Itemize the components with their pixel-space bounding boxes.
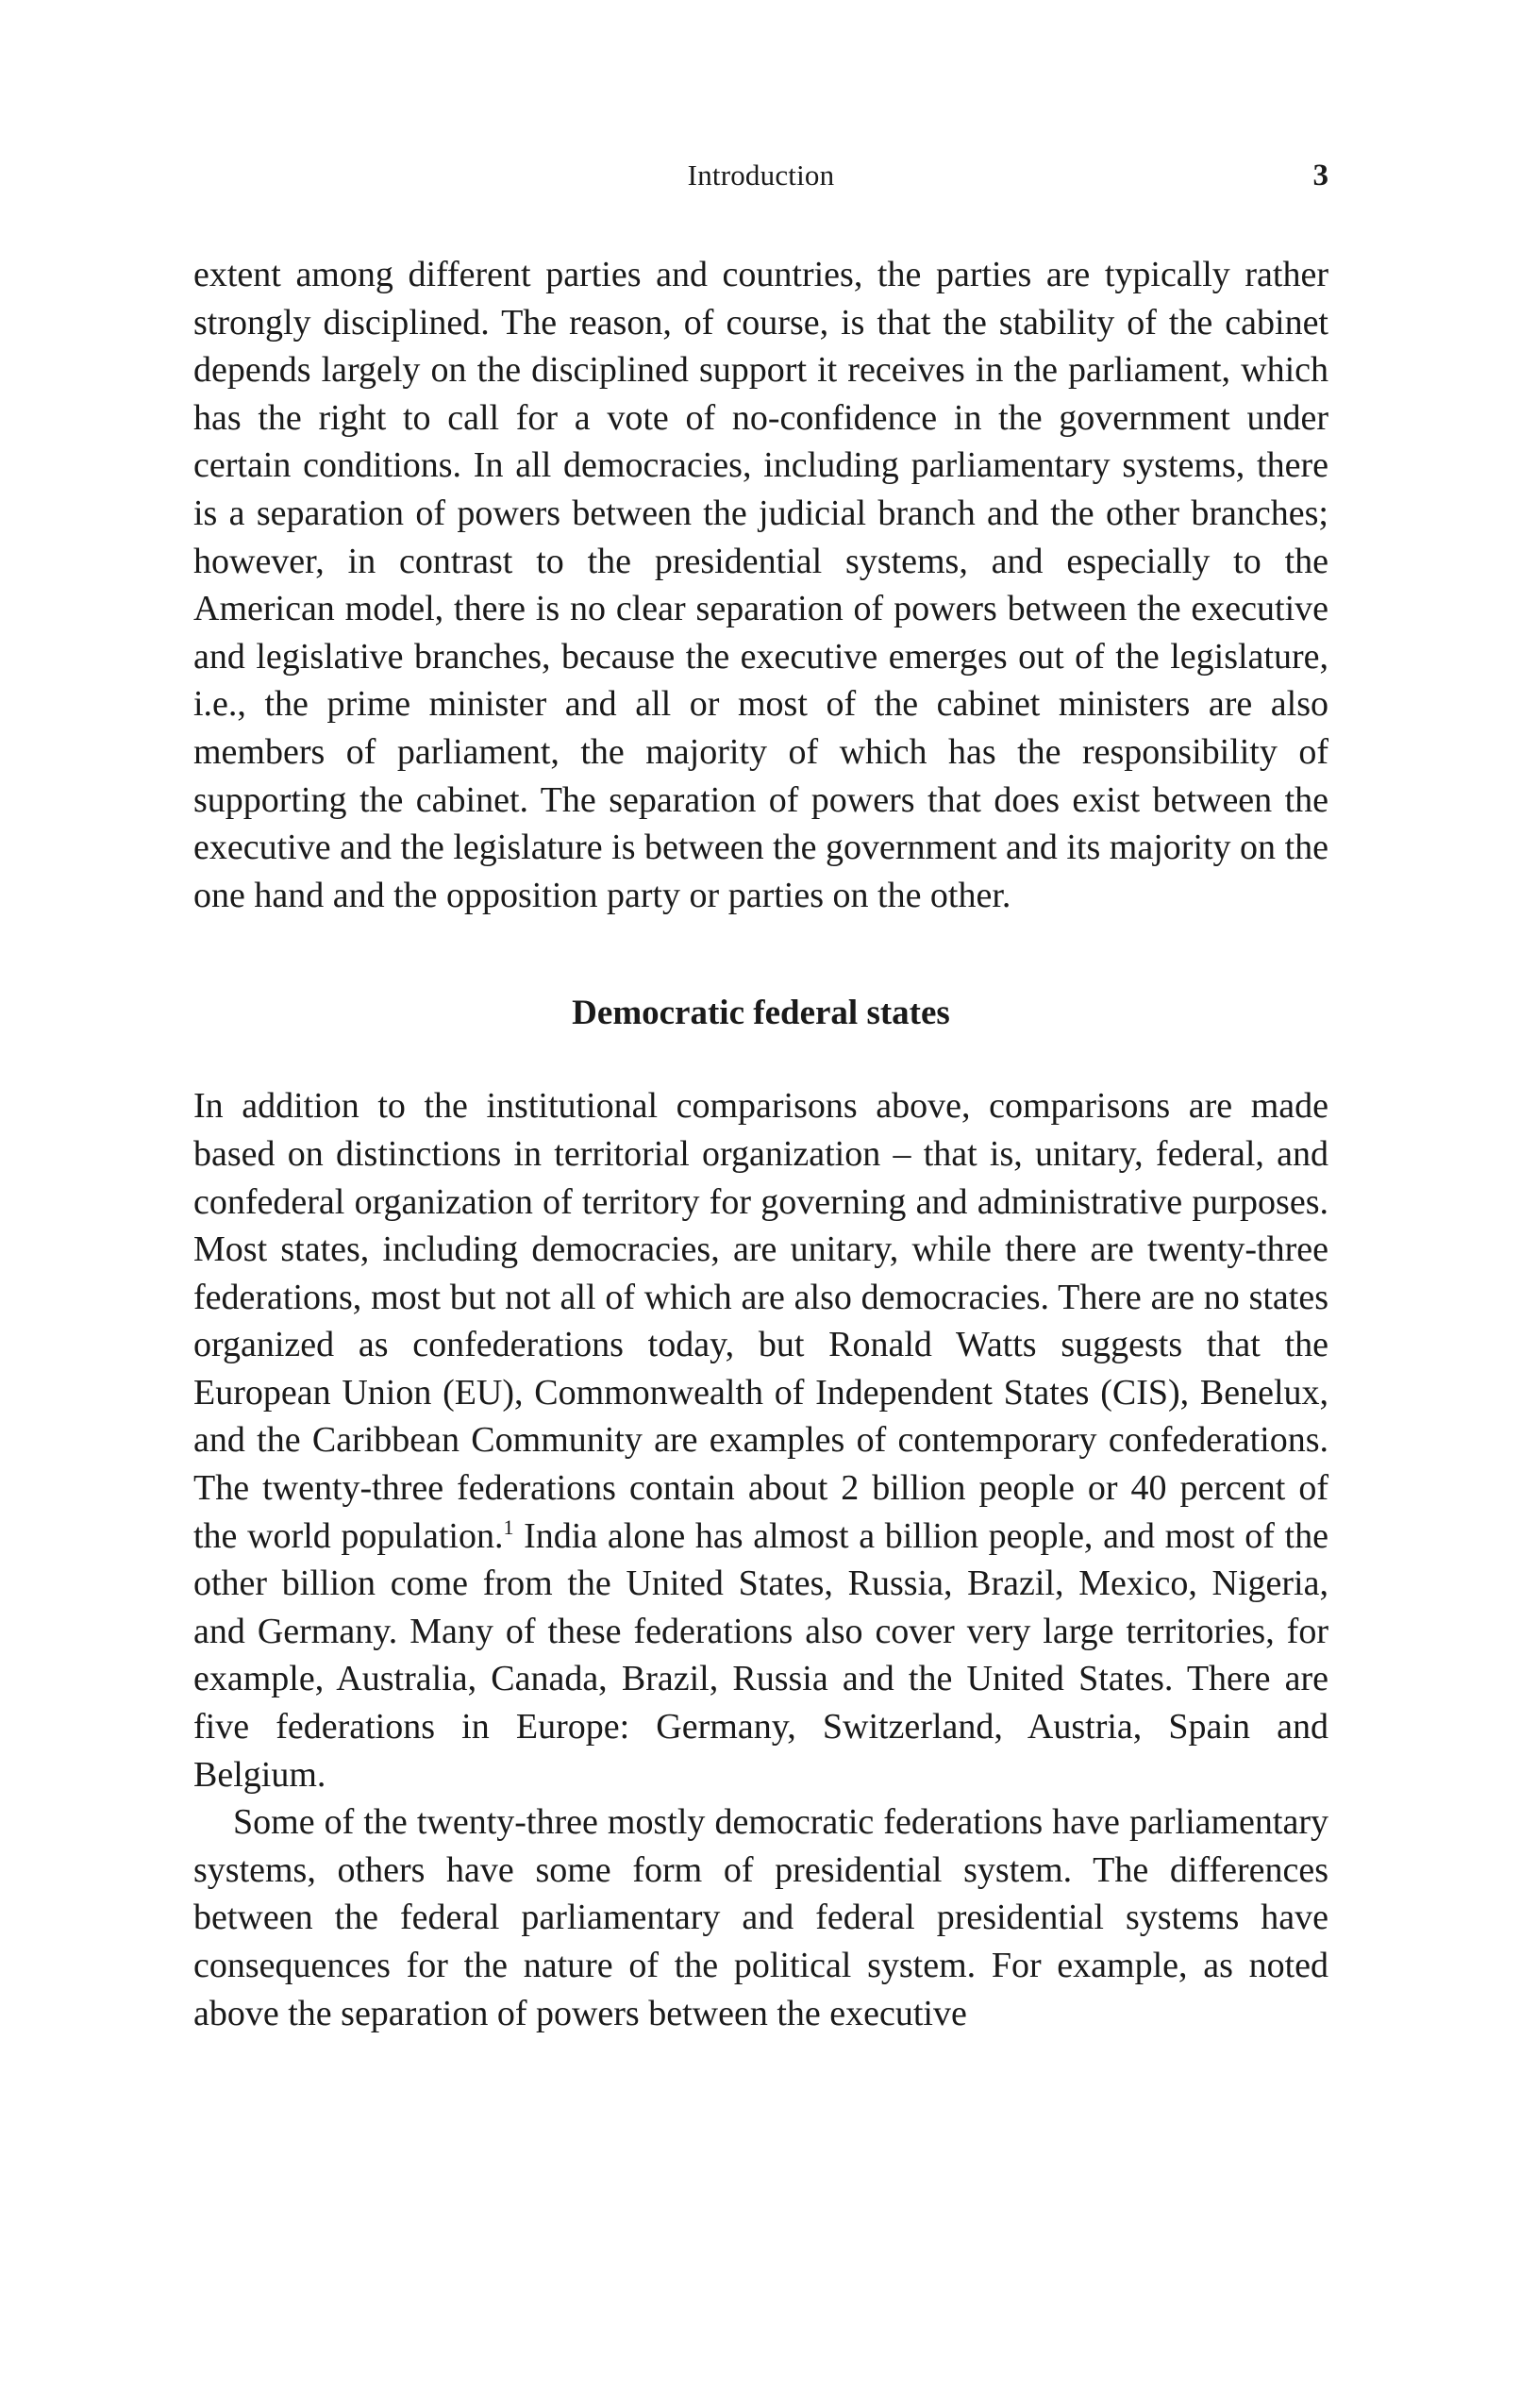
paragraph-federal-states xyxy=(193,1082,1328,1798)
paragraph-continued: extent among different parties and countries, the parties are typically rather strongly disciplined. The reason, of course, is that the stability of the cabinet depends largely on the disciplined support it receives in the parliament, which has the right to call for a vote of no-confidence in the government under certain conditions. In all democracies, including parliamentary systems, there is a separation of powers between the judicial branch and the other branches; however, in contrast to the presidential systems, and especially to the American model, there is no clear separation of powers between the executive and legislative branches, because the executive emerges out of the legislature, i.e., the prime minister and all or most of the cabinet ministers are also members of parliament, the majority of which has the responsibility of supporting the cabinet. The separation of powers that does exist between the executive and the legislature is between the government and its majority on the one hand and the opposition party or parties on the other. xyxy=(193,255,1328,915)
footnote-marker[interactable]: 1 xyxy=(503,1514,514,1539)
body-text xyxy=(193,251,1328,2037)
paragraph-text: India alone has almost a billion people, and most of the other billion come from the United States, Russia, Brazil, Mexico, Nigeria, and Germany. Many of these federations also cover very large territories, for example, Australia, Canada, Brazil, Russia and the United States. There are five federations in Europe: Germany, Switzerland, Austria, Spain and Belgium. xyxy=(193,1515,1328,1795)
paragraph-parliamentary-presidential: Some of the twenty-three mostly democratic federations have parliamentary systems, others have some form of presidential system. The differences between the federal parliamentary and federal presidential systems have consequences for the nature of the political system. For example, as noted above the separation of powers between the executive xyxy=(193,1802,1328,2033)
section-heading: Democratic federal states xyxy=(572,994,950,1033)
page-number: 3 xyxy=(1312,159,1328,192)
running-head-title: Introduction xyxy=(687,159,835,192)
running-head xyxy=(193,159,1328,202)
spacer xyxy=(193,919,1328,990)
paragraph-text: In addition to the institutional comparisons above, comparisons are made based on distinctions in territorial organization – that is, unitary, federal, and confederal organization of territory for governing and administrative purposes. Most states, including democracies, are unitary, while there are twenty-three federations, most but not all of which are also democracies. There are no states organized as confederations today, but Ronald Watts suggests that the European Union (EU), Commonwealth of Independent States (CIS), Benelux, and the Caribbean Community are examples of contemporary confederations. The twenty-three federations contain about 2 billion people or 40 percent of the world population. xyxy=(193,1086,1328,1556)
spacer xyxy=(193,1037,1328,1082)
